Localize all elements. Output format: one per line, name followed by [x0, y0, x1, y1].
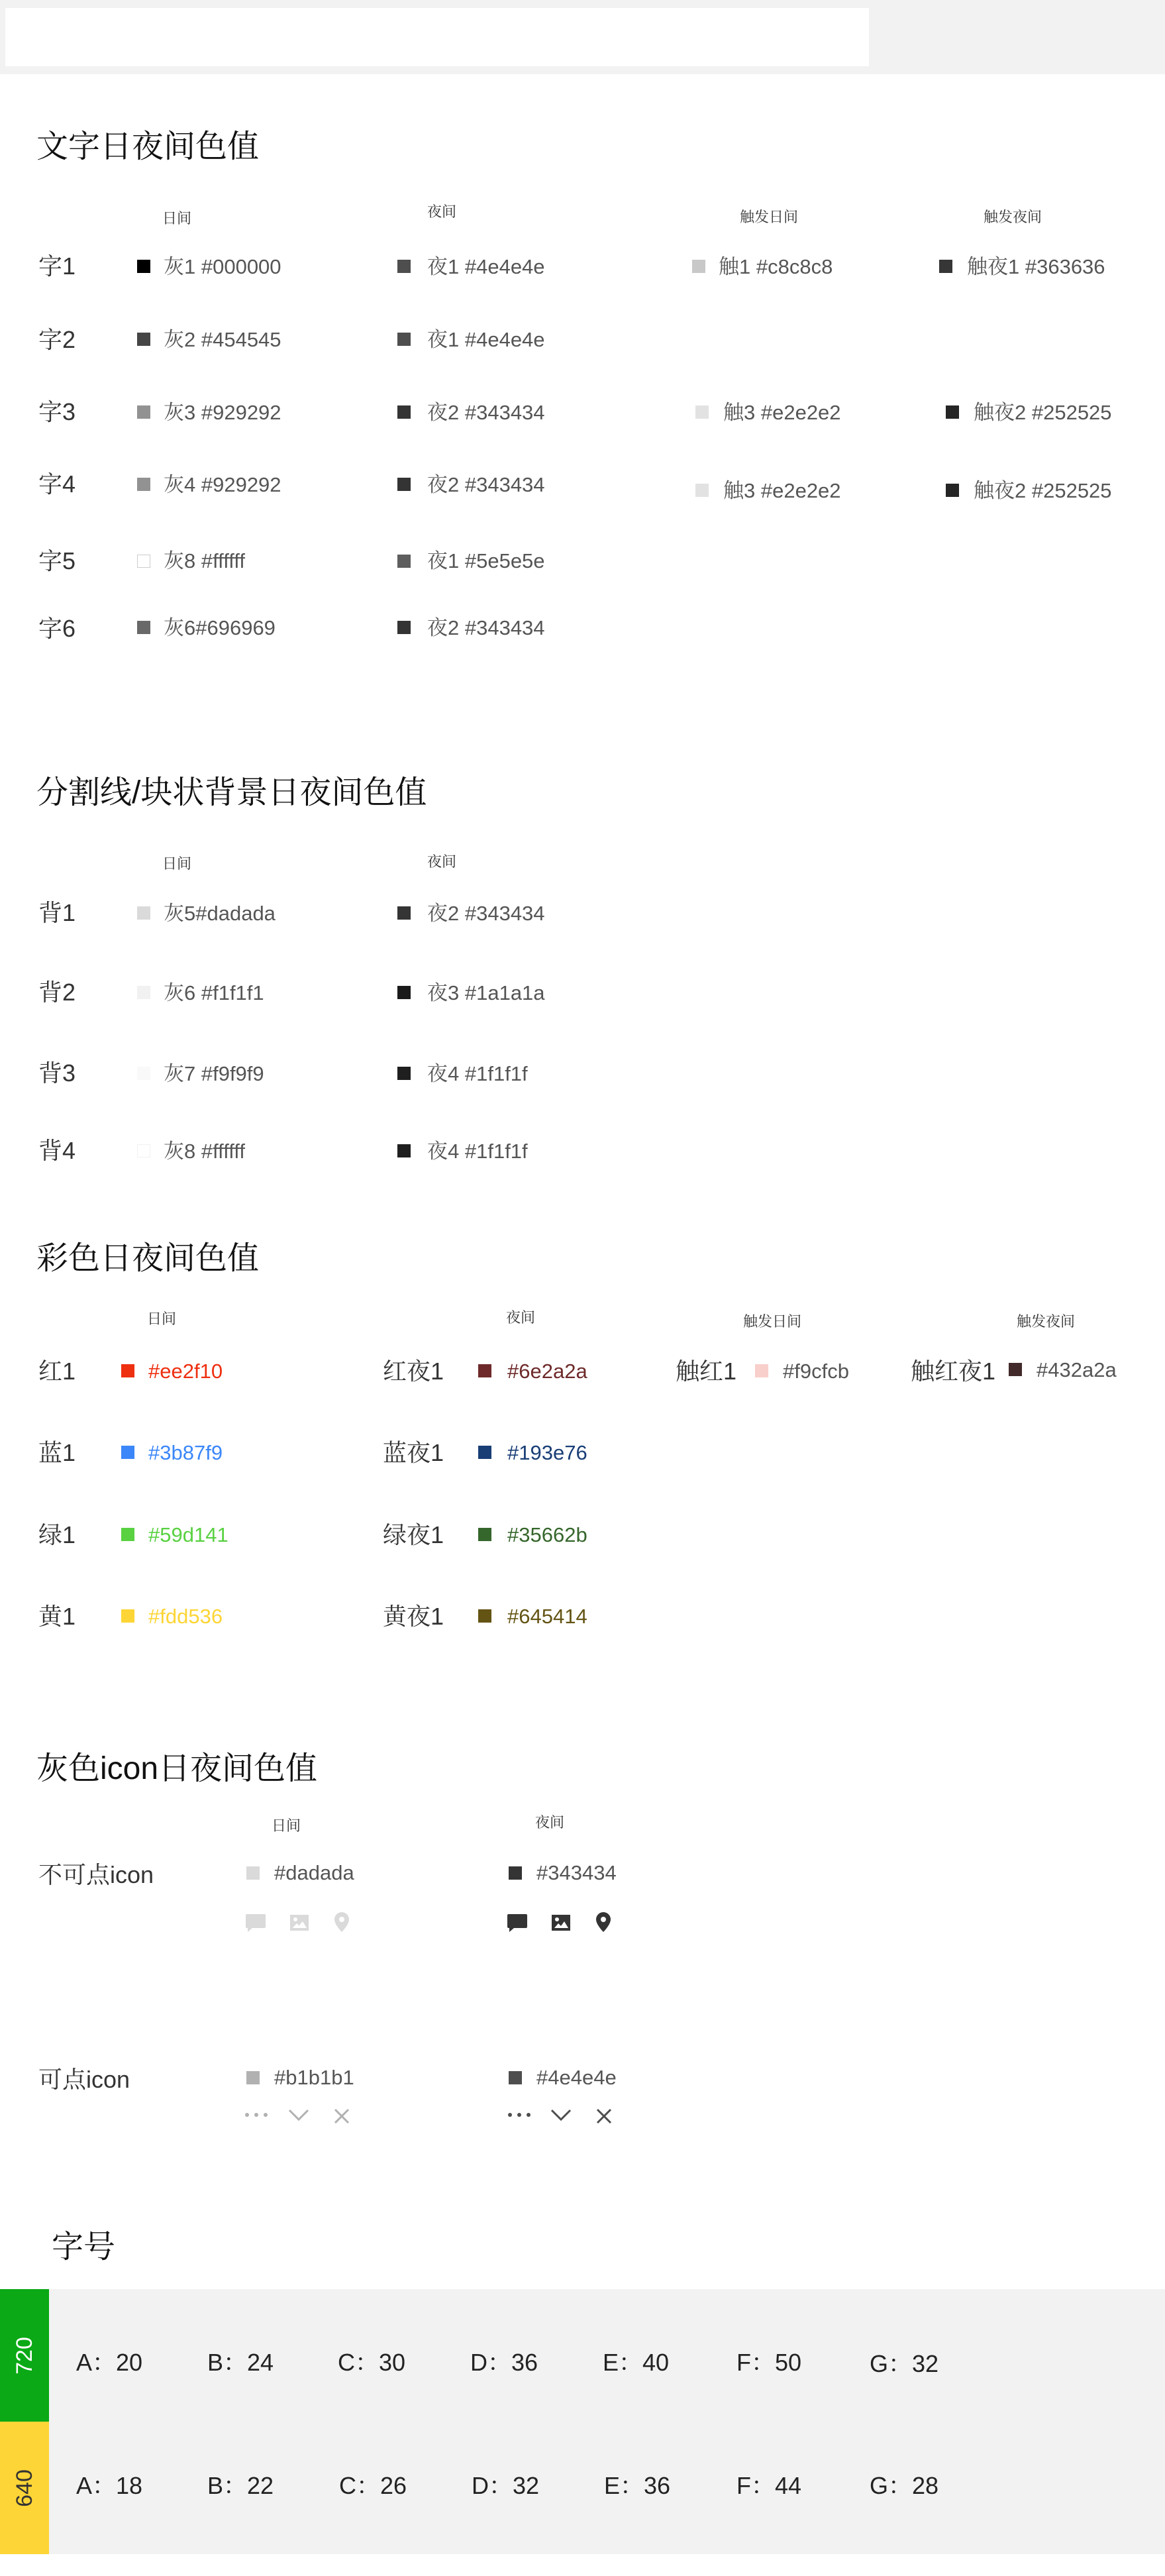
text-day-value: 灰2 #454545 [164, 328, 281, 351]
color-swatch [246, 1866, 260, 1880]
icon-section-title: 灰色icon日夜间色值 [36, 1751, 318, 1786]
text-day-value: 灰3 #929292 [164, 401, 281, 424]
color-row-label: 红1 [38, 1358, 76, 1385]
chevron-down-icon[interactable] [287, 2107, 310, 2123]
color-night-label: 黄夜1 [383, 1603, 444, 1630]
text-night-value: 夜1 #5e5e5e [427, 549, 545, 572]
color-swatch [509, 2071, 522, 2084]
color-swatch [137, 1067, 150, 1080]
color-swatch [478, 1364, 491, 1377]
size-tag-640 [0, 2422, 49, 2554]
text-row-label: 字2 [38, 326, 76, 353]
color-swatch [121, 1364, 134, 1377]
bg-day-value: 灰7 #f9f9f9 [164, 1062, 264, 1085]
color-touch-day-value: #f9cfcb [783, 1360, 849, 1383]
color-swatch [946, 484, 959, 497]
text-row-label: 字6 [38, 615, 76, 642]
color-swatch [397, 555, 411, 568]
color-swatch [137, 478, 150, 491]
disabled-icon-day-value: #dadada [274, 1861, 354, 1884]
color-night-value: #193e76 [507, 1441, 587, 1464]
bg-row-label: 背1 [38, 899, 76, 926]
color-swatch [397, 986, 411, 999]
color-swatch [478, 1609, 491, 1623]
text-night-value: 夜2 #343434 [427, 473, 545, 496]
size-tag-label: 640 [11, 2469, 37, 2507]
comment-icon [245, 1913, 266, 1933]
bg-day-value: 灰6 #f1f1f1 [164, 981, 264, 1004]
bg-row-label: 背4 [38, 1137, 76, 1164]
location-pin-icon [333, 1911, 350, 1933]
color-col-day: 日间 [147, 1311, 177, 1327]
color-swatch [137, 405, 150, 419]
text-night-value: 夜2 #343434 [427, 401, 545, 424]
color-row-label: 黄1 [38, 1603, 76, 1630]
comment-icon [507, 1913, 528, 1933]
text-touch-night-value: 触夜1 #363636 [967, 255, 1105, 278]
text-col-touch-day: 触发日间 [740, 209, 799, 225]
color-swatch [137, 986, 150, 999]
font-size-row-720 [0, 2289, 1165, 2422]
color-touch-day-label: 触红1 [676, 1358, 737, 1385]
color-swatch [137, 1144, 150, 1157]
image-icon [289, 1913, 310, 1933]
color-swatch [137, 333, 150, 346]
more-dots-icon[interactable] [244, 2110, 269, 2120]
color-swatch [397, 906, 411, 920]
icon-col-night: 夜间 [535, 1814, 565, 1831]
color-col-touch-night: 触发夜间 [1017, 1313, 1076, 1330]
text-day-value: 灰8 #ffffff [164, 549, 245, 572]
color-swatch [397, 1144, 411, 1157]
color-night-label: 红夜1 [383, 1358, 444, 1385]
color-row-label: 蓝1 [38, 1439, 76, 1466]
enabled-icon-label: 可点icon [38, 2066, 130, 2093]
bg-day-value: 灰8 #ffffff [164, 1140, 245, 1163]
color-row-label: 绿1 [38, 1521, 76, 1548]
color-night-value: #6e2a2a [507, 1360, 587, 1383]
font-size-item: E：40 [603, 2349, 670, 2376]
color-swatch [121, 1609, 134, 1623]
color-swatch [695, 405, 709, 419]
text-touch-day-value: 触1 #c8c8c8 [719, 255, 833, 278]
more-dots-icon[interactable] [507, 2110, 532, 2120]
font-size-item: E：36 [604, 2472, 671, 2499]
color-col-touch-day: 触发日间 [743, 1313, 802, 1330]
color-swatch [397, 260, 411, 273]
color-swatch [397, 621, 411, 634]
text-night-value: 夜1 #4e4e4e [427, 255, 545, 278]
color-swatch [137, 621, 150, 634]
enabled-icon-night-value: #4e4e4e [536, 2066, 617, 2089]
color-night-value: #645414 [507, 1605, 587, 1628]
color-swatch [397, 405, 411, 419]
color-swatch [946, 405, 959, 419]
text-section-title: 文字日夜间色值 [36, 129, 260, 164]
font-size-item: F：50 [736, 2349, 802, 2376]
color-night-label: 绿夜1 [383, 1521, 444, 1548]
font-size-item: D：32 [472, 2472, 540, 2499]
bg-col-day: 日间 [162, 855, 192, 872]
font-size-item: D：36 [470, 2349, 538, 2376]
color-swatch [939, 260, 952, 273]
font-section-title: 字号 [52, 2229, 116, 2265]
close-icon[interactable] [595, 2107, 613, 2125]
color-day-value: #3b87f9 [148, 1441, 223, 1464]
color-touch-night-label: 触红夜1 [911, 1358, 996, 1385]
chevron-down-icon[interactable] [550, 2107, 572, 2123]
color-col-night: 夜间 [506, 1309, 536, 1326]
bg-night-value: 夜4 #1f1f1f [427, 1062, 528, 1085]
bg-day-value: 灰5#dadada [164, 902, 276, 925]
color-swatch [478, 1528, 491, 1541]
text-night-value: 夜2 #343434 [427, 616, 545, 639]
color-section-title: 彩色日夜间色值 [36, 1241, 260, 1276]
text-night-value: 夜1 #4e4e4e [427, 328, 545, 351]
icon-col-day: 日间 [272, 1817, 301, 1834]
disabled-icon-night-value: #343434 [536, 1861, 617, 1884]
color-night-label: 蓝夜1 [383, 1439, 444, 1466]
image-icon [550, 1913, 572, 1933]
text-col-night: 夜间 [427, 203, 457, 220]
color-day-value: #59d141 [148, 1523, 228, 1546]
bg-section-title: 分割线/块状背景日夜间色值 [36, 775, 427, 810]
enabled-icon-day-value: #b1b1b1 [274, 2066, 354, 2089]
bg-col-night: 夜间 [427, 853, 457, 870]
color-swatch [695, 484, 709, 497]
text-row-label: 字1 [38, 252, 76, 280]
text-touch-night-value: 触夜2 #252525 [974, 401, 1112, 424]
font-size-item: B：22 [207, 2472, 274, 2499]
bg-row-label: 背2 [38, 979, 76, 1006]
text-day-value: 灰1 #000000 [164, 255, 281, 278]
text-touch-day-value: 触3 #e2e2e2 [723, 401, 841, 424]
text-day-value: 灰4 #929292 [164, 473, 281, 496]
color-swatch [692, 260, 705, 273]
font-size-item: B：24 [207, 2349, 274, 2376]
disabled-icon-label: 不可点icon [38, 1861, 154, 1888]
color-day-value: #fdd536 [148, 1605, 223, 1628]
text-row-label: 字4 [38, 470, 76, 498]
top-search-box[interactable] [5, 8, 869, 66]
text-row-label: 字3 [38, 398, 76, 425]
color-swatch [246, 2071, 260, 2084]
color-swatch [121, 1446, 134, 1459]
color-night-value: #35662b [507, 1523, 587, 1546]
color-swatch [121, 1528, 134, 1541]
font-size-item: C：30 [338, 2349, 406, 2376]
text-touch-day-value: 触3 #e2e2e2 [723, 479, 841, 502]
size-tag-720 [0, 2289, 49, 2422]
bg-night-value: 夜4 #1f1f1f [427, 1140, 528, 1163]
color-swatch [397, 333, 411, 346]
color-swatch [137, 260, 150, 273]
font-size-item: A：18 [76, 2472, 143, 2499]
size-tag-label: 720 [11, 2336, 37, 2375]
color-swatch [755, 1364, 768, 1377]
color-swatch [137, 555, 150, 568]
location-pin-icon [595, 1911, 612, 1933]
color-touch-night-value: #432a2a [1037, 1358, 1117, 1381]
color-day-value: #ee2f10 [148, 1360, 223, 1383]
close-icon[interactable] [332, 2107, 351, 2125]
font-size-item: G：28 [870, 2472, 939, 2499]
font-size-item: G：32 [870, 2350, 939, 2377]
text-day-value: 灰6#696969 [164, 616, 276, 639]
font-size-item: F：44 [736, 2472, 802, 2499]
text-col-day: 日间 [162, 210, 192, 227]
bg-night-value: 夜2 #343434 [427, 902, 545, 925]
bg-row-label: 背3 [38, 1059, 76, 1087]
text-row-label: 字5 [38, 547, 76, 574]
color-swatch [1009, 1363, 1022, 1376]
text-touch-night-value: 触夜2 #252525 [974, 479, 1112, 502]
color-swatch [478, 1446, 491, 1459]
color-swatch [509, 1866, 522, 1880]
color-swatch [137, 906, 150, 920]
color-swatch [397, 478, 411, 491]
font-size-item: A：20 [76, 2349, 143, 2376]
font-size-item: C：26 [339, 2472, 407, 2499]
color-swatch [397, 1067, 411, 1080]
text-col-touch-night: 触发夜间 [984, 209, 1042, 225]
bg-night-value: 夜3 #1a1a1a [427, 981, 545, 1004]
font-size-row-640 [0, 2422, 1165, 2554]
